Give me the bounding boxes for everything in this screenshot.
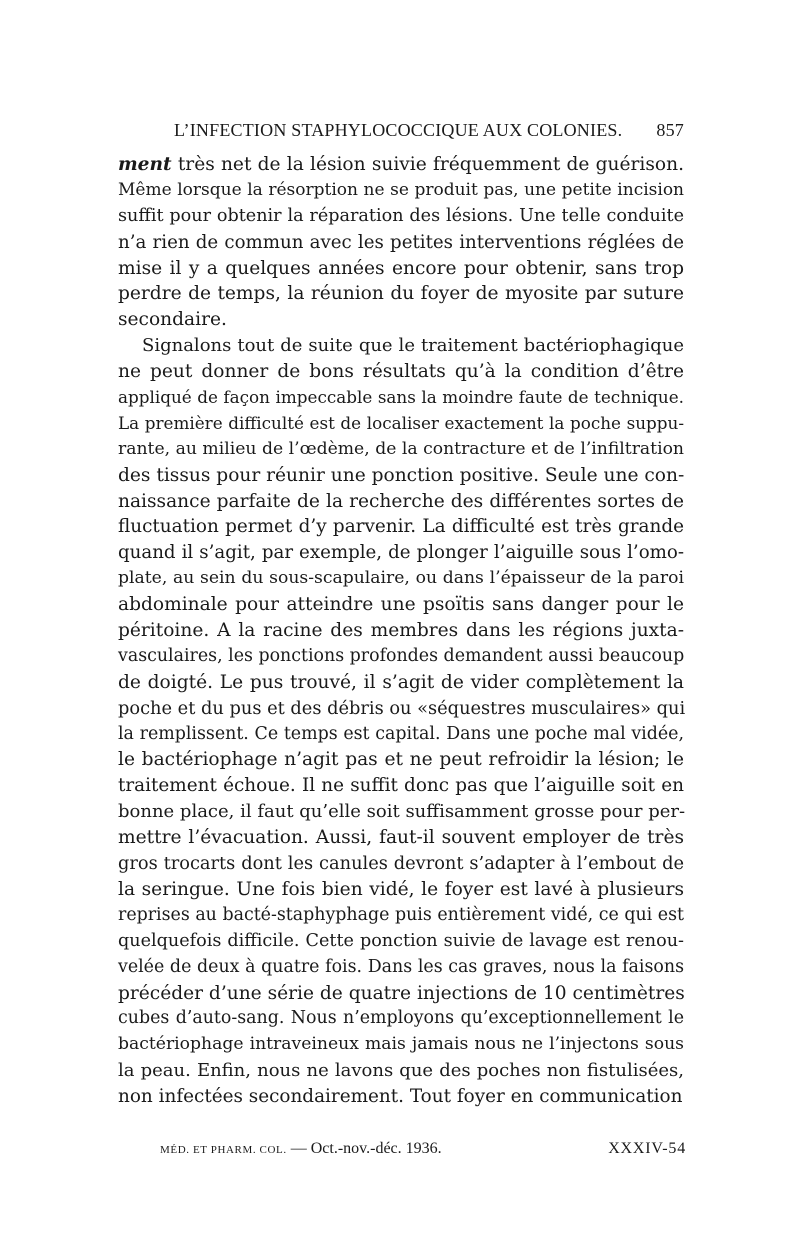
text-line (118, 799, 684, 825)
text-line (118, 178, 684, 204)
text-line (118, 437, 684, 463)
footer-signature: XXXIV-54 (608, 1140, 686, 1157)
text-line (118, 1006, 684, 1032)
text-line (118, 307, 684, 333)
text-line (118, 747, 684, 773)
text-line (118, 981, 684, 1007)
text-line (118, 463, 684, 489)
page-number: 857 (656, 120, 684, 140)
text-line (118, 670, 684, 696)
footer-issue: — Oct.-nov.-déc. 1936. (290, 1140, 442, 1157)
line-text: rante, au milieu de l’œdème, de la contracture et de l’infiltration (118, 438, 684, 459)
line-text: la seringue. Une fois bien vidé, le foyer est lavé à plusieurs (118, 878, 684, 900)
text-line (118, 256, 684, 282)
line-text: Même lorsque la résorption ne se produit pas, une petite incision (118, 179, 684, 200)
text-line (118, 1058, 684, 1084)
text-line (118, 644, 684, 670)
line-text: secondaire. (118, 309, 227, 331)
line-text: la remplissent. Ce temps est capital. Dans une poche mal vidée, (118, 723, 684, 744)
text-line (118, 411, 684, 437)
page-footer (160, 1140, 686, 1162)
line-text: traitement échoue. Il ne suffit donc pas que l’aiguille soit en (118, 775, 684, 797)
line-text: reprises au bacté-staphyphage puis entièrement vidé, ce qui est (118, 904, 684, 925)
line-text: poche et du pus et des débris ou «séquestres musculaires» qui (118, 697, 686, 719)
line-text: bactériophage intraveineux mais jamais nous ne l’injectons sous (118, 1034, 684, 1055)
line-text: velée de deux à quatre fois. Dans les cas graves, nous la faisons (118, 956, 684, 977)
line-text: quelquefois difficile. Cette ponction suivie de lavage est renou- (118, 930, 684, 951)
text-line (118, 1084, 684, 1110)
line-text: vasculaires, les ponctions profondes demandent aussi beaucoup (118, 645, 685, 666)
text-line (118, 204, 684, 230)
line-text: abdominale pour atteindre une psoïtis sans danger pour le (118, 594, 684, 616)
italic-lead-word: ment (118, 154, 172, 175)
text-line (118, 230, 684, 256)
text-line (118, 825, 684, 851)
line-text: cubes d’auto-sang. Nous n’employons qu’exceptionnellement le (118, 1008, 684, 1029)
text-line (118, 540, 684, 566)
text-line (118, 592, 684, 618)
line-text: quand il s’agit, par exemple, de plonger l’aiguille sous l’omo- (118, 542, 684, 564)
line-text: Signalons tout de suite que le traitement bactériophagique (142, 335, 684, 357)
line-text: naissance parfaite de la recherche des différentes sortes de (118, 490, 684, 512)
line-text: ne peut donner de bons résultats qu’à la condition d’être (118, 361, 684, 383)
running-head (118, 120, 684, 142)
text-line (118, 1032, 684, 1058)
line-text: plate, au sein du sous-scapulaire, ou dans l’épaisseur de la paroi (118, 568, 684, 589)
footer-citation (160, 1140, 442, 1158)
text-line (118, 281, 684, 307)
text-line (118, 152, 684, 178)
line-text: appliqué de façon impeccable sans la moindre faute de technique. (118, 387, 684, 408)
line-text: des tissus pour réunir une ponction positive. Seule une con- (118, 464, 685, 486)
line-text: le bactériophage n’agit pas et ne peut refroidir la lésion; le (118, 749, 684, 771)
line-text: fluctuation permet d’y parvenir. La difficulté est très grande (118, 516, 684, 538)
line-text: de doigté. Le pus trouvé, il s’agit de vider complètement la (118, 671, 684, 693)
text-line (118, 851, 684, 877)
text-line (118, 566, 684, 592)
body-text (118, 152, 684, 1110)
text-line (118, 489, 684, 515)
text-line (118, 877, 684, 903)
line-text: gros trocarts dont les canules devront s’adapter à l’embout de (118, 853, 684, 875)
running-title: L’INFECTION STAPHYLOCOCCIQUE AUX COLONIES. (174, 120, 623, 140)
line-text: la peau. Enfin, nous ne lavons que des poches non fistulisées, (118, 1060, 684, 1082)
line-text: non infectées secondairement. Tout foyer en communication (118, 1086, 683, 1108)
text-line (118, 385, 684, 411)
text-line (118, 359, 684, 385)
text-line (118, 722, 684, 748)
text-line (118, 696, 684, 722)
line-text: La première difficulté est de localiser exactement la poche suppu- (118, 412, 684, 433)
text-line (118, 955, 684, 981)
line-text: mise il y a quelques années encore pour obtenir, sans trop (118, 257, 684, 279)
footer-journal: MÉD. ET PHARM. COL. (160, 1144, 287, 1156)
text-line (118, 514, 684, 540)
line-text: mettre l’évacuation. Aussi, faut-il souvent employer de très (118, 827, 684, 849)
line-text: bonne place, il faut qu’elle soit suffisamment grosse pour per- (118, 801, 686, 823)
line-text: précéder d’une série de quatre injections de 10 centimètres (118, 982, 685, 1004)
text-line (118, 618, 684, 644)
line-text: très net de la lésion suivie fréquemment de guérison. (171, 154, 684, 175)
line-text: suffit pour obtenir la réparation des lésions. Une telle conduite (118, 205, 684, 226)
text-line (118, 333, 684, 359)
text-line (118, 903, 684, 929)
line-text: perdre de temps, la réunion du foyer de myosite par suture (118, 283, 684, 305)
line-text: n’a rien de commun avec les petites interventions réglées de (118, 231, 684, 253)
line-text: péritoine. A la racine des membres dans les régions juxta- (118, 620, 684, 642)
text-line (118, 773, 684, 799)
text-line (118, 929, 684, 955)
